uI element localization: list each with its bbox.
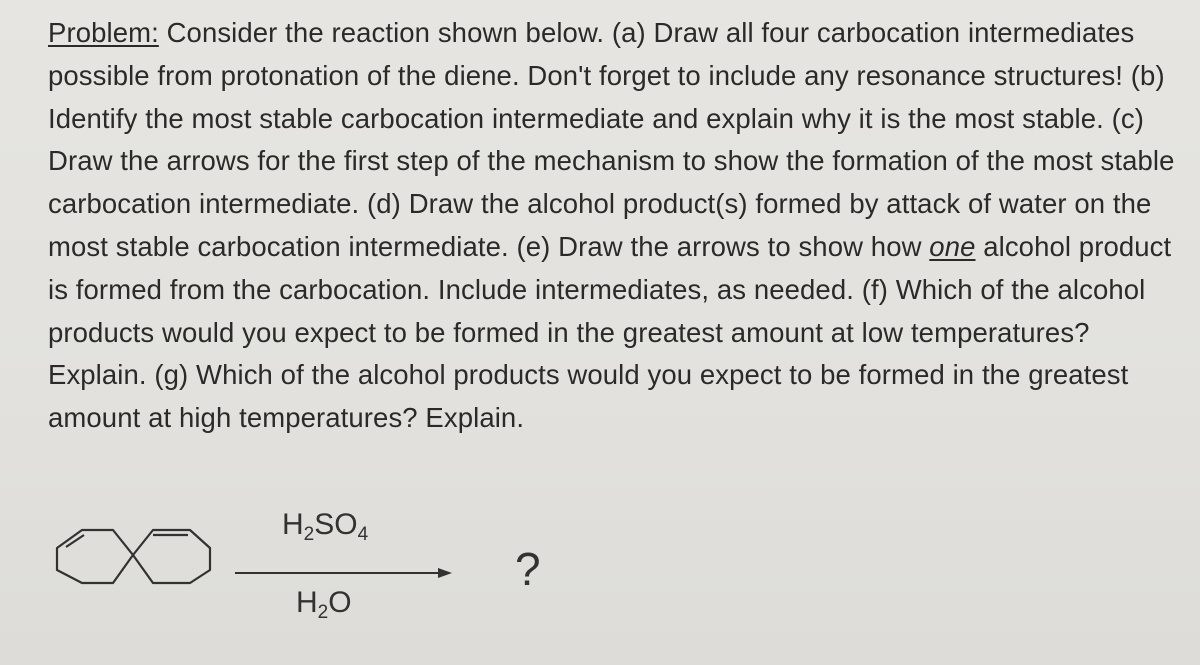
part-g-text: Which of the alcohol products would you expect to be formed in the greatest amount at high temperatures? Explain.	[48, 359, 1129, 434]
diene-double-bond-left	[66, 535, 84, 547]
part-b-tag: (b)	[1130, 59, 1165, 91]
part-a-text: Draw all four carbocation intermediates possible from protonation of the diene. Don't forget to include any resonance structures!	[48, 17, 1135, 91]
part-g-tag: (g)	[154, 359, 189, 391]
reagent-top-so: SO	[314, 508, 358, 541]
part-c-tag: (c)	[1111, 102, 1144, 134]
part-e-text-post: alcohol product is formed from the carbocation. Include intermediates, as needed.	[48, 230, 1172, 305]
diene-left-ring	[57, 530, 133, 583]
part-d-text: Draw the alcohol product(s) formed by attack of water on the most stable carbocation intermediate.	[48, 188, 1152, 262]
reaction-arrow	[235, 568, 452, 578]
problem-intro: Consider the reaction shown below.	[158, 17, 612, 48]
reagent-water	[296, 586, 352, 623]
part-e-text-pre: Draw the arrows to show how	[550, 230, 930, 262]
unknown-product: ?	[515, 543, 541, 595]
part-c-text: Draw the arrows for the first step of the mechanism to show the formation of the most stable carbocation intermediate.	[48, 145, 1175, 220]
reagent-top-sub-2: 2	[303, 524, 315, 545]
reagent-top-sub-4: 4	[357, 524, 369, 545]
reagent-sulfuric-acid	[282, 508, 369, 545]
part-e-emphasis: one	[929, 230, 976, 262]
reagent-bottom-sub-2: 2	[317, 602, 329, 623]
part-f-tag: (f)	[861, 273, 888, 305]
diene-structure	[57, 530, 210, 583]
part-b-text: Identify the most stable carbocation intermediate and explain why it is the most stable.	[48, 102, 1112, 134]
reagent-bottom-o: O	[328, 586, 352, 619]
diene-right-ring	[133, 530, 210, 583]
problem-label: Problem:	[48, 17, 159, 48]
part-e-tag: (e)	[516, 230, 551, 262]
reagent-bottom-h: H	[296, 586, 318, 619]
part-a-tag: (a)	[611, 17, 646, 48]
part-f-text: Which of the alcohol products would you expect to be formed in the greatest amount at low temperatures? Explain.	[48, 273, 1146, 391]
reagent-top-h: H	[282, 508, 304, 541]
part-d-tag: (d)	[367, 188, 401, 220]
